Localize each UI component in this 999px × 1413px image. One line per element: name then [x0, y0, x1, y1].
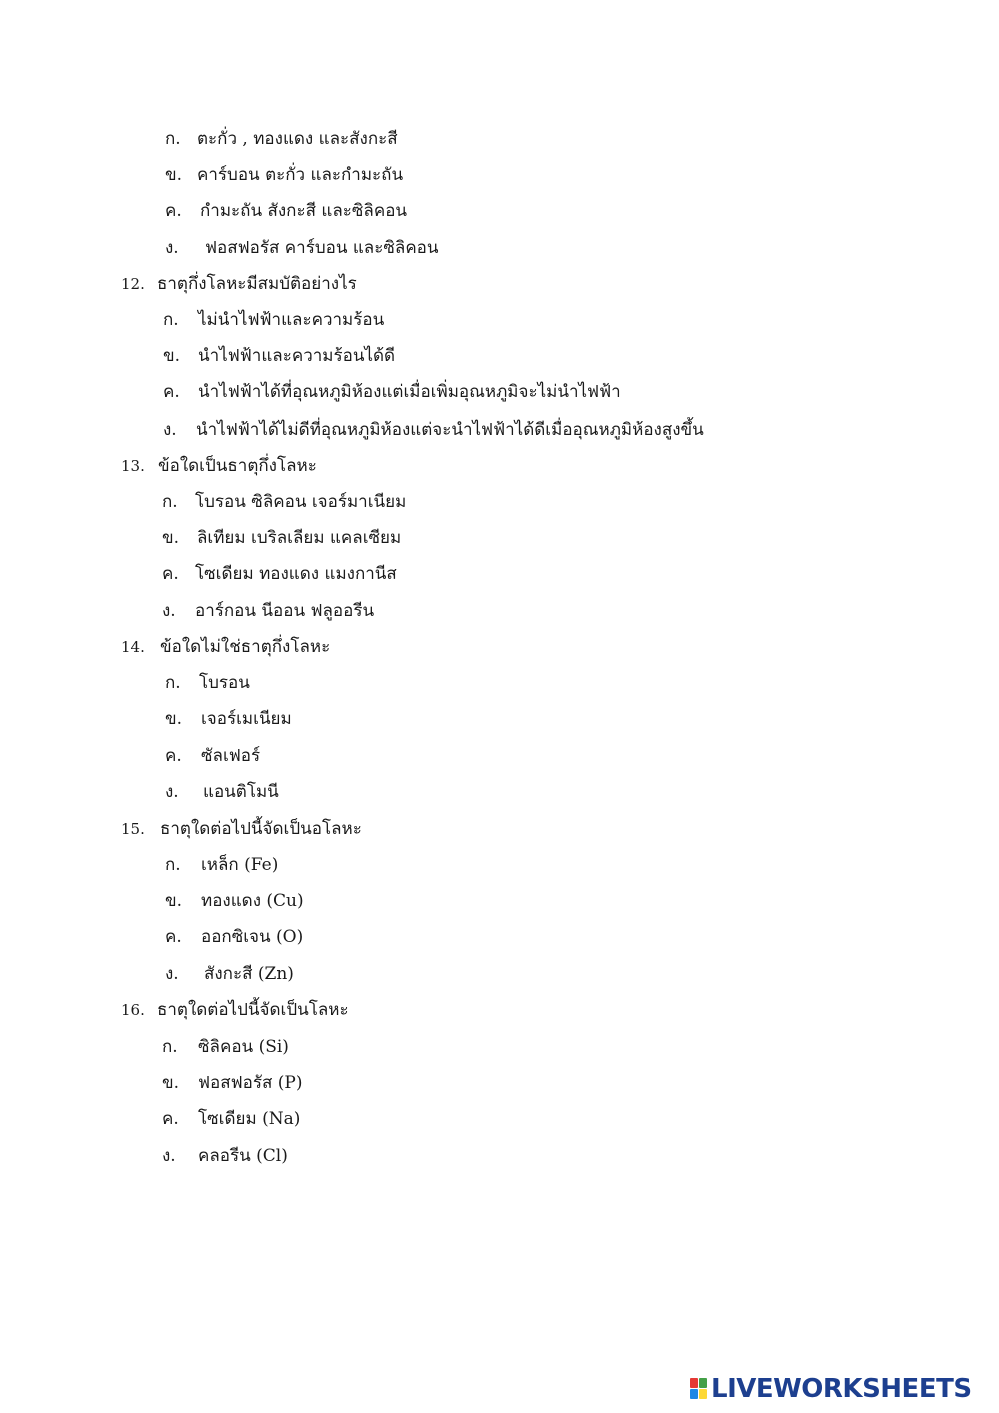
option-label: ก.	[165, 129, 181, 149]
option-text: นำไฟฟ้าได้ที่อุณหภูมิห้องแต่เมื่อเพิ่มอุณหภูมิจะไม่นำไฟฟ้า	[198, 382, 621, 402]
question-text: ธาตุกึ่งโลหะมีสมบัติอย่างไร	[157, 274, 357, 294]
option-text: นำไฟฟ้าและความร้อนได้ดี	[198, 346, 396, 366]
option-label: ค.	[165, 746, 182, 766]
option-label: ก.	[163, 310, 179, 330]
option-label: ง.	[162, 1146, 176, 1166]
option-label: ข.	[165, 165, 183, 185]
option-text: ฟอสฟอรัส (P)	[198, 1073, 303, 1093]
question-text: ธาตุใดต่อไปนี้จัดเป็นโลหะ	[157, 1000, 349, 1020]
option-label: ก.	[165, 855, 181, 875]
option-text: ไม่นำไฟฟ้าและความร้อน	[198, 310, 385, 330]
liveworksheets-logo-icon	[690, 1378, 708, 1400]
option-text: สังกะสี (Zn)	[204, 964, 294, 984]
option-text: แอนติโมนี	[203, 782, 279, 802]
option-label: ก.	[162, 492, 178, 512]
option-label: ข.	[162, 1073, 180, 1093]
option-label: ค.	[165, 927, 182, 947]
option-label: ง.	[165, 238, 179, 258]
liveworksheets-watermark	[690, 1374, 972, 1404]
option-text: โบรอน ซิลิคอน เจอร์มาเนียม	[195, 492, 407, 512]
option-label: ค.	[162, 564, 179, 584]
option-label: ค.	[163, 382, 180, 402]
option-text: ทองแดง (Cu)	[201, 891, 304, 911]
question-number: 14.	[121, 638, 145, 656]
option-text: ซัลเฟอร์	[201, 746, 261, 766]
watermark-text: LIVEWORKSHEETS	[711, 1374, 972, 1404]
option-text: ออกซิเจน (O)	[201, 927, 304, 947]
option-text: ตะกั่ว , ทองแดง และสังกะสี	[197, 129, 398, 149]
option-text: โบรอน	[199, 673, 250, 693]
question-number: 13.	[121, 457, 145, 475]
question-number: 16.	[121, 1001, 145, 1019]
option-text: อาร์กอน นีออน ฟลูออรีน	[195, 601, 375, 621]
option-label: ก.	[165, 673, 181, 693]
option-text: นำไฟฟ้าได้ไม่ดีที่อุณหภูมิห้องแต่จะนำไฟฟ้าได้ดีเมื่ออุณหภูมิห้องสูงขึ้น	[196, 420, 704, 440]
question-number: 12.	[121, 275, 145, 293]
option-label: ง.	[165, 782, 179, 802]
option-text: ซิลิคอน (Si)	[198, 1037, 289, 1057]
option-text: โซเดียม (Na)	[198, 1109, 301, 1129]
question-number: 15.	[121, 820, 145, 838]
option-label: ก.	[162, 1037, 178, 1057]
option-label: ข.	[165, 709, 183, 729]
option-label: ง.	[162, 601, 176, 621]
option-label: ข.	[162, 528, 180, 548]
option-text: คาร์บอน ตะกั่ว และกำมะถัน	[197, 165, 404, 185]
option-text: เจอร์เมเนียม	[201, 709, 292, 729]
option-label: ค.	[162, 1109, 179, 1129]
option-text: เหล็ก (Fe)	[201, 855, 279, 875]
option-text: คลอรีน (Cl)	[198, 1146, 288, 1166]
question-text: ข้อใดไม่ใช่ธาตุกึ่งโลหะ	[160, 637, 331, 657]
option-text: ลิเทียม เบริลเลียม แคลเซียม	[197, 528, 402, 548]
option-label: ค.	[165, 201, 182, 221]
option-text: กำมะถัน สังกะสี และซิลิคอน	[200, 201, 408, 221]
option-text: ฟอสฟอรัส คาร์บอน และซิลิคอน	[205, 238, 439, 258]
question-text: ข้อใดเป็นธาตุกึ่งโลหะ	[158, 456, 317, 476]
option-label: ข.	[165, 891, 183, 911]
option-text: โซเดียม ทองแดง แมงกานีส	[195, 564, 397, 584]
question-text: ธาตุใดต่อไปนี้จัดเป็นอโลหะ	[160, 819, 362, 839]
option-label: ง.	[163, 420, 177, 440]
option-label: ข.	[163, 346, 181, 366]
option-label: ง.	[165, 964, 179, 984]
